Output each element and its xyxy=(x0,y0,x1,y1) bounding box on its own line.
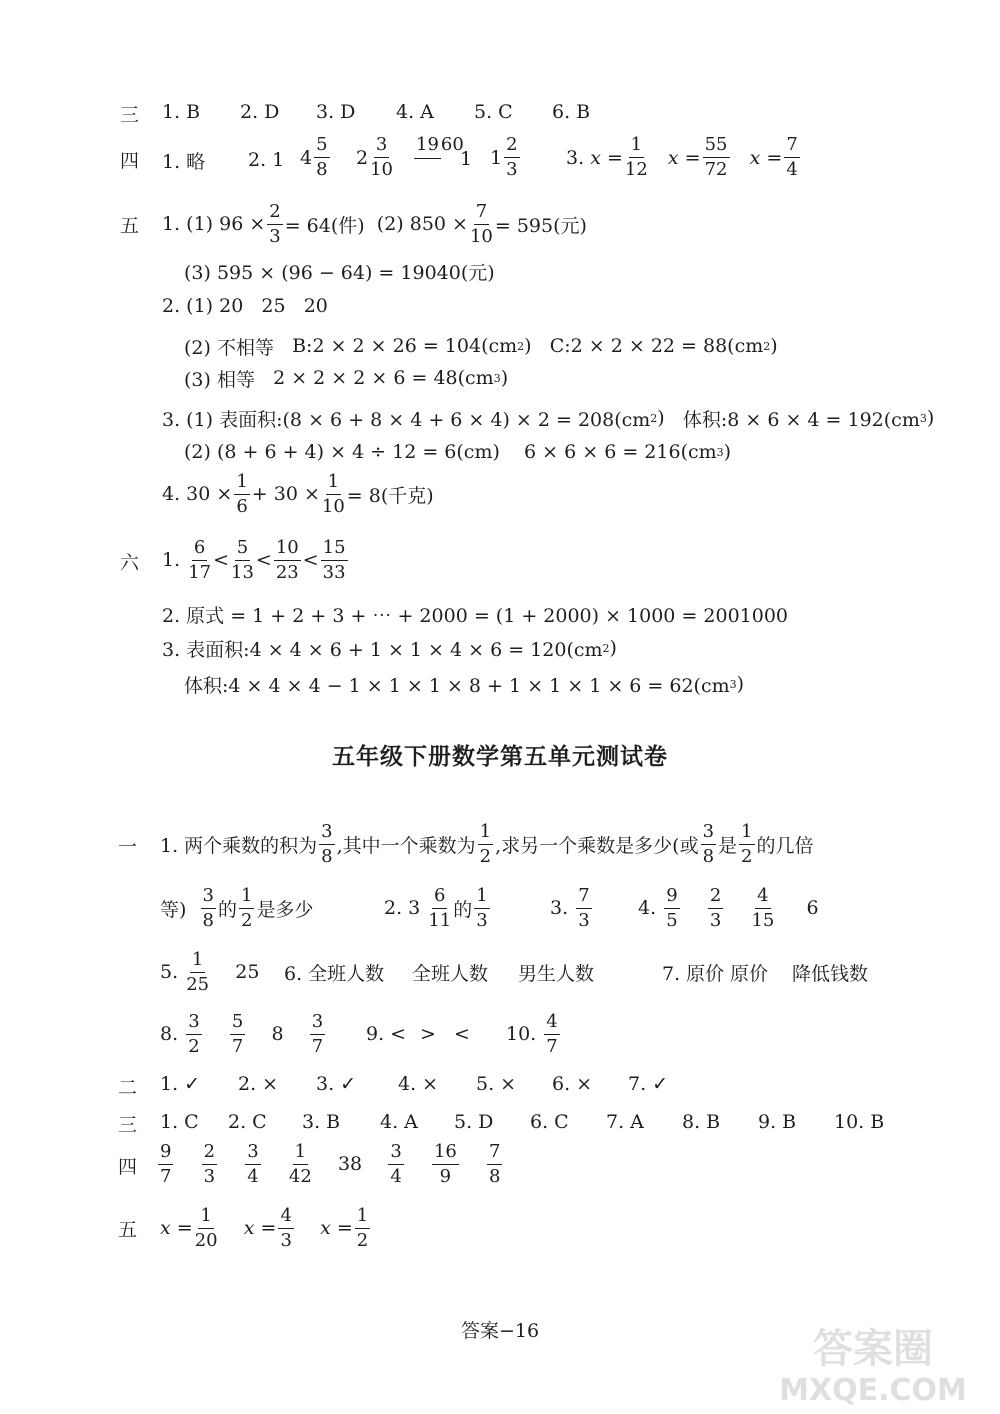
answer: 4. A xyxy=(396,101,434,123)
numerator: 3 xyxy=(701,823,716,845)
paren: ) xyxy=(736,673,745,695)
section-label: 五 xyxy=(118,1219,138,1241)
answer: 1. ✓ xyxy=(160,1073,201,1095)
numerator: 3 xyxy=(319,823,334,845)
expr-text: 原价 xyxy=(730,962,769,985)
denominator: 8 xyxy=(202,909,214,931)
expr-text: + 30 × xyxy=(251,483,320,505)
fraction xyxy=(186,1010,201,1057)
numerator: 1 xyxy=(198,1207,213,1229)
numerator: 7 xyxy=(576,887,591,909)
answer-group xyxy=(550,884,594,931)
denominator: 9 xyxy=(439,1165,452,1187)
expr-text: 8. xyxy=(160,1023,179,1045)
denominator: 10 xyxy=(370,159,393,180)
denominator: 60 xyxy=(440,134,464,155)
numerator: 2 xyxy=(504,136,519,158)
var-x: x xyxy=(320,1217,331,1239)
section-label: 四 xyxy=(118,1156,138,1178)
answer-row-6-1 xyxy=(162,532,350,588)
denominator: 8 xyxy=(316,159,328,180)
numerator: 1 xyxy=(478,823,493,845)
paren: ) xyxy=(657,407,665,429)
numerator: 6 xyxy=(432,887,447,909)
fraction xyxy=(739,820,754,867)
denominator: 8 xyxy=(489,1165,501,1187)
answer: 7. ✓ xyxy=(628,1073,669,1095)
expr-text: 等) xyxy=(160,898,187,921)
answer: 5. × xyxy=(476,1073,517,1095)
equals: = xyxy=(260,1217,277,1239)
expr-text: 3. xyxy=(550,897,569,919)
equals: = xyxy=(606,146,623,169)
expr-text: 的几倍 xyxy=(756,834,814,857)
answer-group xyxy=(506,1010,562,1057)
numerator: 2 xyxy=(202,1143,217,1165)
answer: 6. C xyxy=(530,1111,569,1133)
numerator: 16 xyxy=(432,1143,459,1165)
fraction xyxy=(576,884,591,931)
numerator: 5 xyxy=(314,136,329,158)
denominator: 17 xyxy=(188,561,212,583)
numerator: 7 xyxy=(487,1143,502,1165)
var-x: x xyxy=(243,1217,255,1239)
fraction xyxy=(708,884,723,931)
fraction xyxy=(231,536,254,583)
unit-test-title: 五年级下册数学第五单元测试卷 xyxy=(332,743,668,770)
answer-row-b1-4 xyxy=(160,1006,580,1062)
denominator: 3 xyxy=(203,1165,216,1187)
numerator: 1 xyxy=(474,887,489,909)
expr-text: (2) 不相等 xyxy=(184,336,274,359)
denominator: 4 xyxy=(390,1165,402,1187)
expr-text: 是 xyxy=(718,834,738,857)
equals: = xyxy=(766,146,783,169)
section-label: 三 xyxy=(120,104,140,126)
numerator: 5 xyxy=(230,1013,245,1035)
section-label: 三 xyxy=(118,1114,138,1136)
answer: 9. B xyxy=(758,1111,797,1133)
answer: 2. 1 xyxy=(248,149,285,171)
numerator: 1 xyxy=(355,1207,370,1229)
numerator: 4 xyxy=(544,1013,559,1035)
answer-group xyxy=(384,884,492,931)
paren: ) xyxy=(926,407,935,429)
fraction xyxy=(158,1140,173,1187)
expr-text: 的 xyxy=(217,898,237,921)
fraction xyxy=(414,136,464,154)
numerator: 10 xyxy=(274,539,301,561)
watermark-logo xyxy=(758,1318,988,1408)
numerator: 3 xyxy=(388,1143,403,1165)
denominator: 3 xyxy=(709,909,722,931)
expr-text: C:2 × 2 × 22 = 88(cm xyxy=(549,335,764,357)
fraction xyxy=(201,884,216,931)
watermark-text: 答案圈 xyxy=(813,1326,933,1372)
equals: = xyxy=(336,1217,353,1239)
expr-text: 体积:8 × 6 × 4 = 192(cm xyxy=(682,408,920,431)
fraction xyxy=(751,884,775,931)
expr-text: 1. 两个乘数的积为 xyxy=(160,834,318,857)
less-than: < xyxy=(255,549,272,571)
fraction xyxy=(234,470,249,517)
expr-text: 6 × 6 × 6 = 216(cm xyxy=(524,441,717,463)
watermark-url: MXQE.COM xyxy=(779,1373,967,1408)
denominator: 2 xyxy=(240,909,253,931)
expr-text: > xyxy=(420,1023,436,1045)
denominator: 7 xyxy=(311,1035,324,1057)
expr-text: 2. (1) 20 25 20 xyxy=(162,295,328,317)
fraction xyxy=(504,136,519,179)
fraction xyxy=(314,136,329,179)
fraction xyxy=(188,536,212,583)
denominator: 3 xyxy=(506,159,518,180)
expr-text: = 595(元) xyxy=(494,214,587,237)
denominator: 2 xyxy=(188,1035,200,1057)
var-x: x xyxy=(749,146,761,169)
fraction xyxy=(474,884,489,931)
fraction xyxy=(267,200,282,247)
answer: 5. D xyxy=(454,1111,494,1133)
fraction xyxy=(194,1204,218,1251)
expr-text: 降低钱数 xyxy=(792,962,869,985)
fraction xyxy=(784,136,799,179)
fraction xyxy=(701,820,716,867)
denominator: 3 xyxy=(269,225,281,247)
paren: ) xyxy=(524,335,532,357)
equals: = xyxy=(684,146,701,169)
expr-text: 的 xyxy=(453,898,473,921)
fraction xyxy=(469,200,493,247)
expr-text: 2. 3 xyxy=(384,897,421,919)
denominator: 2 xyxy=(356,1229,369,1251)
answer: 10. B xyxy=(834,1111,885,1133)
answer-group xyxy=(638,884,819,931)
expr-text: 体积:4 × 4 × 4 − 1 × 1 × 1 × 8 + 1 × 1 × 1 × 6 = 62(cm xyxy=(184,674,730,697)
denominator: 33 xyxy=(322,561,346,583)
denominator: 10 xyxy=(469,225,493,247)
denominator: 5 xyxy=(666,909,678,931)
fraction xyxy=(478,820,493,867)
answer: 8. B xyxy=(682,1111,721,1133)
denominator: 12 xyxy=(624,159,648,180)
denominator: 7 xyxy=(160,1165,172,1187)
numerator: 1 xyxy=(239,887,254,909)
fraction xyxy=(278,1204,293,1251)
fraction xyxy=(321,536,348,583)
var-x: x xyxy=(590,146,601,169)
fraction xyxy=(664,884,679,931)
equation-group xyxy=(566,136,802,179)
section-label: 六 xyxy=(120,552,140,574)
denominator: 3 xyxy=(476,909,488,931)
answer: 1 xyxy=(460,148,473,170)
fraction xyxy=(202,1140,217,1187)
numerator: 4 xyxy=(278,1207,293,1229)
expr-text: < xyxy=(454,1023,470,1045)
expr-text: 6 xyxy=(806,897,819,919)
denominator: 4 xyxy=(786,159,798,180)
answer-number: 3. xyxy=(566,146,585,169)
answer: 1. B xyxy=(162,101,201,123)
answer: 6. B xyxy=(552,101,591,123)
answer: 7. A xyxy=(606,1111,644,1133)
denominator: 3 xyxy=(280,1229,292,1251)
superscript: 2 xyxy=(763,339,771,353)
denominator: 7 xyxy=(231,1035,244,1057)
numerator: 1 xyxy=(629,136,644,158)
paren: ) xyxy=(723,441,732,463)
denominator: 8 xyxy=(321,845,333,867)
whole: 2 xyxy=(356,146,369,169)
answer: 1. C xyxy=(160,1111,199,1133)
paren: ) xyxy=(500,367,509,389)
numerator: 7 xyxy=(784,136,799,158)
answer-row-5-1 xyxy=(162,196,587,252)
paren: ) xyxy=(770,335,778,357)
denominator: 4 xyxy=(247,1165,259,1187)
denominator: 2 xyxy=(741,845,753,867)
numerator: 3 xyxy=(374,136,389,158)
expr-text: 全班人数 xyxy=(412,962,489,985)
expr-text: (3) 相等 xyxy=(184,368,255,391)
fraction xyxy=(310,1010,325,1057)
expr-text: = 64(件) xyxy=(284,214,365,237)
superscript: 3 xyxy=(729,677,737,691)
expr-text: 10. xyxy=(506,1023,537,1045)
denominator: 72 xyxy=(704,159,728,180)
fraction xyxy=(319,820,334,867)
mixed-number xyxy=(356,136,395,179)
answer-row-b4 xyxy=(156,1136,504,1192)
numerator: 1 xyxy=(739,823,754,845)
denominator: 11 xyxy=(428,909,452,931)
expr-text: (2) 850 × xyxy=(376,213,468,235)
answer: 3. B xyxy=(302,1111,341,1133)
denominator: 3 xyxy=(578,909,590,931)
fraction xyxy=(388,1140,403,1187)
section-label: 一 xyxy=(118,836,138,858)
expr-text: (3) 595 × (96 − 64) = 19040(元) xyxy=(184,261,495,284)
numerator: 3 xyxy=(186,1013,201,1035)
fraction xyxy=(487,1140,502,1187)
denominator: 7 xyxy=(546,1035,558,1057)
answer: 3. ✓ xyxy=(316,1073,357,1095)
denominator: 6 xyxy=(236,495,248,517)
less-than: < xyxy=(302,549,319,571)
numerator: 9 xyxy=(664,887,679,909)
expr-text: 1. xyxy=(162,549,181,571)
numerator: 6 xyxy=(192,539,207,561)
expr-text: ,求另一个乘数是多少(或 xyxy=(495,834,699,857)
superscript: 2 xyxy=(602,641,610,655)
answer: 1. 略 xyxy=(162,150,206,173)
answer: 2. D xyxy=(240,101,280,123)
numerator: 4 xyxy=(755,887,770,909)
answer: 6. × xyxy=(552,1073,593,1095)
mixed-number xyxy=(300,136,332,179)
page-number: 答案−16 xyxy=(460,1320,540,1342)
expr-text: 6. 全班人数 xyxy=(284,962,385,985)
denominator: 2 xyxy=(479,845,492,867)
fraction xyxy=(239,884,254,931)
answer: 4. × xyxy=(398,1073,439,1095)
fraction xyxy=(321,470,345,517)
expr-text: (2) (8 + 6 + 4) × 4 ÷ 12 = 6(cm) xyxy=(184,441,500,463)
numerator: 1 xyxy=(190,951,205,973)
expr-text: 是多少 xyxy=(256,898,314,921)
section-label: 二 xyxy=(118,1077,138,1099)
answer-row-5-2-3 xyxy=(184,358,508,398)
numerator: 7 xyxy=(474,203,489,225)
numerator: 1 xyxy=(234,473,249,495)
expr-text: 5. xyxy=(160,961,179,983)
fraction xyxy=(370,136,393,179)
fraction xyxy=(355,1204,370,1251)
numerator: 5 xyxy=(235,539,250,561)
expr-text: 25 xyxy=(235,961,260,983)
expr-text: 38 xyxy=(337,1153,363,1175)
section-label: 四 xyxy=(120,150,140,172)
answer: 5. C xyxy=(474,101,513,123)
answer: 3. D xyxy=(316,101,356,123)
numerator: 2 xyxy=(267,203,282,225)
var-x: x xyxy=(667,146,679,169)
fraction xyxy=(245,1140,260,1187)
fraction xyxy=(703,136,730,179)
equals: = xyxy=(176,1217,193,1239)
denominator: 25 xyxy=(186,973,210,995)
answer: 2. × xyxy=(238,1073,279,1095)
numerator: 1 xyxy=(293,1143,308,1165)
numerator: 3 xyxy=(245,1143,260,1165)
fraction xyxy=(288,1140,312,1187)
answer-row-b5 xyxy=(160,1200,372,1256)
numerator: 3 xyxy=(201,887,216,909)
superscript: 3 xyxy=(493,371,501,385)
denominator: 10 xyxy=(321,495,345,517)
answer-row-b1-3 xyxy=(160,944,900,1000)
whole: 1 xyxy=(490,146,503,169)
answer-row-5-2 xyxy=(162,286,328,326)
fraction xyxy=(544,1010,559,1057)
expr-text: 7. 原价 xyxy=(662,962,725,985)
expr-text: B:2 × 2 × 26 = 104(cm xyxy=(292,335,518,357)
expr-text: 2 × 2 × 2 × 6 = 48(cm xyxy=(273,367,494,389)
answer-row-6-3b xyxy=(184,664,744,704)
denominator: 8 xyxy=(702,845,715,867)
expr-text: 1. (1) 96 × xyxy=(162,213,266,235)
answer-row-6-3 xyxy=(162,628,617,668)
answer: 4. A xyxy=(380,1111,418,1133)
numerator: 9 xyxy=(158,1143,173,1165)
superscript: 3 xyxy=(716,445,724,459)
mixed-number xyxy=(490,136,522,179)
fraction xyxy=(432,1140,459,1187)
expr-text: ,其中一个乘数为 xyxy=(336,834,476,857)
numerator: 2 xyxy=(708,887,723,909)
denominator: 42 xyxy=(288,1165,312,1187)
expr-text: 3. 表面积:4 × 4 × 6 + 1 × 1 × 4 × 6 = 120(cm xyxy=(162,638,603,661)
denominator: 15 xyxy=(751,909,775,931)
superscript: 2 xyxy=(517,339,525,353)
answer-row-5-1-3 xyxy=(184,251,495,291)
superscript: 3 xyxy=(919,411,927,425)
whole: 4 xyxy=(300,146,313,169)
expr-text: 9. < xyxy=(366,1023,407,1045)
answer: 2. C xyxy=(228,1111,267,1133)
numerator: 1 xyxy=(326,473,341,495)
superscript: 2 xyxy=(650,411,658,425)
answer-row-5-4 xyxy=(162,466,434,522)
numerator: 3 xyxy=(310,1013,325,1035)
numerator: 19 xyxy=(414,134,441,159)
expr-text: 3. (1) 表面积:(8 × 6 + 8 × 4 + 6 × 4) × 2 = 208(cm xyxy=(162,408,651,431)
expr-text: 男生人数 xyxy=(518,962,595,985)
fraction xyxy=(428,884,452,931)
section-label: 五 xyxy=(120,215,140,237)
answer-row-b1-1 xyxy=(160,816,814,872)
expr-text: 8 xyxy=(271,1023,284,1045)
fraction xyxy=(274,536,301,583)
expr-text: = 8(千克) xyxy=(346,484,434,507)
denominator: 20 xyxy=(194,1229,218,1251)
numerator: 15 xyxy=(321,539,348,561)
answer-row-b1-2 xyxy=(160,880,860,936)
fraction xyxy=(625,136,648,179)
less-than: < xyxy=(213,549,230,571)
expr-text: 4. xyxy=(638,897,657,919)
expr-text: 2. 原式 = 1 + 2 + 3 + ⋯ + 2000 = (1 + 2000) × 1000 = 2001000 xyxy=(162,604,789,627)
fraction xyxy=(230,1010,245,1057)
denominator: 23 xyxy=(275,561,299,583)
numerator: 55 xyxy=(703,136,730,158)
denominator: 13 xyxy=(231,561,254,583)
fraction xyxy=(186,948,210,995)
var-x: x xyxy=(160,1217,171,1239)
paren: ) xyxy=(609,637,617,659)
expr-text: 4. 30 × xyxy=(162,483,233,505)
